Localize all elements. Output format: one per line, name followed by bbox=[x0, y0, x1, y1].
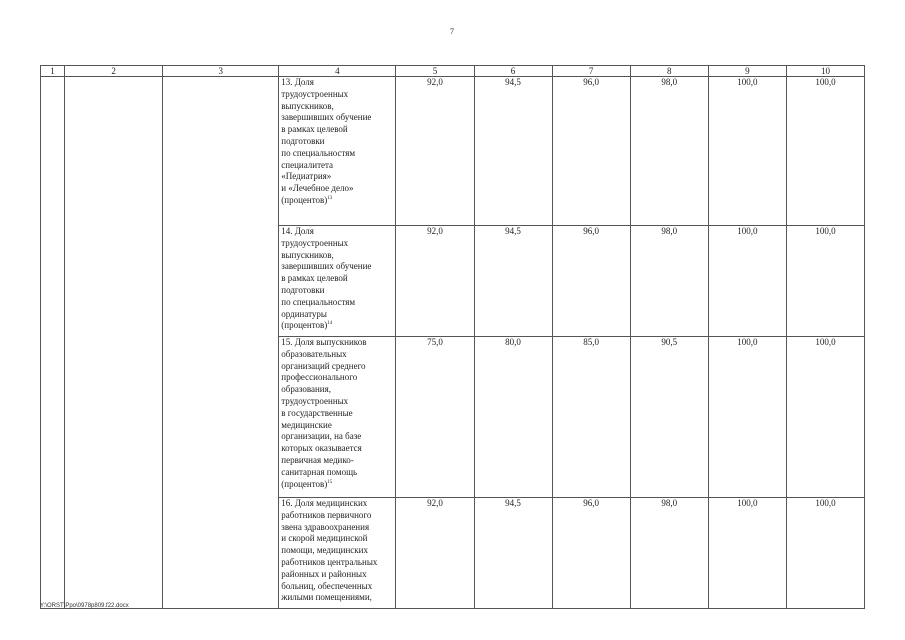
indicator-line: больниц, обеспеченных bbox=[281, 580, 373, 591]
indicator-line: образования, bbox=[281, 384, 331, 395]
indicator-line: организаций среднего bbox=[281, 360, 366, 371]
indicator-line: (процентов) bbox=[281, 320, 328, 331]
indicator-line: которых оказывается bbox=[281, 443, 362, 454]
column-header: 9 bbox=[708, 66, 786, 77]
value-cell: 100,0 bbox=[708, 498, 786, 609]
empty-merged-cell bbox=[163, 77, 279, 609]
indicator-line: и «Лечебное дело» bbox=[281, 183, 354, 194]
indicator-line: завершивших обучение bbox=[281, 112, 372, 123]
value-cell: 100,0 bbox=[786, 226, 864, 337]
column-header: 6 bbox=[474, 66, 552, 77]
indicator-line: подготовки bbox=[281, 284, 325, 295]
column-header: 7 bbox=[552, 66, 630, 77]
value-cell: 94,5 bbox=[474, 498, 552, 609]
indicator-line: районных и районных bbox=[281, 568, 367, 579]
column-header: 10 bbox=[786, 66, 864, 77]
indicator-line: звена здравоохранения bbox=[281, 521, 370, 532]
indicator-line: помощи, медицинских bbox=[281, 545, 368, 556]
column-header: 3 bbox=[163, 66, 279, 77]
footnote-marker: 13 bbox=[327, 195, 333, 201]
footnote-marker: 14 bbox=[327, 321, 333, 327]
value-cell: 98,0 bbox=[630, 77, 708, 226]
indicator-line: выпускников, bbox=[281, 249, 334, 260]
value-cell: 94,5 bbox=[474, 226, 552, 337]
value-cell: 75,0 bbox=[396, 337, 474, 498]
value-cell: 90,5 bbox=[630, 337, 708, 498]
indicator-line: завершивших обучение bbox=[281, 261, 372, 272]
page-number: 7 bbox=[450, 27, 454, 36]
indicator-line: профессионального bbox=[281, 372, 358, 383]
indicator-cell bbox=[279, 337, 396, 498]
value-cell: 100,0 bbox=[786, 77, 864, 226]
column-header: 5 bbox=[396, 66, 474, 77]
indicator-line: первичная медико- bbox=[281, 454, 354, 465]
indicator-line: трудоустроенных bbox=[281, 237, 349, 248]
indicator-line: работников первичного bbox=[281, 509, 372, 520]
value-cell: 92,0 bbox=[396, 498, 474, 609]
indicator-line: жилыми помещениями, bbox=[281, 592, 372, 603]
indicator-line: трудоустроенных bbox=[281, 395, 349, 406]
indicator-cell bbox=[279, 77, 396, 226]
value-cell: 100,0 bbox=[708, 337, 786, 498]
indicator-cell bbox=[279, 498, 396, 609]
indicator-line: образовательных bbox=[281, 348, 347, 359]
indicator-line: организации, на базе bbox=[281, 431, 362, 442]
value-cell: 85,0 bbox=[552, 337, 630, 498]
indicator-cell bbox=[279, 226, 396, 337]
value-cell: 100,0 bbox=[786, 498, 864, 609]
value-cell: 100,0 bbox=[708, 77, 786, 226]
header-row bbox=[41, 66, 865, 77]
empty-merged-cell bbox=[41, 77, 65, 609]
footnote-marker: 15 bbox=[327, 479, 333, 485]
indicator-table bbox=[40, 65, 865, 609]
indicator-line: трудоустроенных bbox=[281, 88, 349, 99]
indicator-line: по специальностям bbox=[281, 147, 356, 158]
column-header: 4 bbox=[279, 66, 396, 77]
indicator-line: в государственные bbox=[281, 407, 353, 418]
indicator-line: «Педиатрия» bbox=[281, 171, 332, 182]
indicator-line: ординатуры bbox=[281, 308, 327, 319]
value-cell: 92,0 bbox=[396, 77, 474, 226]
indicator-line: подготовки bbox=[281, 135, 325, 146]
indicator-line: в рамках целевой bbox=[281, 124, 348, 135]
table-row bbox=[41, 77, 865, 226]
value-cell: 96,0 bbox=[552, 77, 630, 226]
indicator-line: и скорой медицинской bbox=[281, 533, 368, 544]
indicator-line: (процентов) bbox=[281, 478, 328, 489]
value-cell: 80,0 bbox=[474, 337, 552, 498]
indicator-line: 15. Доля выпускников bbox=[281, 337, 367, 347]
indicator-line: по специальностям bbox=[281, 296, 356, 307]
indicator-line: специалитета bbox=[281, 159, 334, 170]
value-cell: 94,5 bbox=[474, 77, 552, 226]
file-path-footer: Y:\ORST\Ppo\0978p809.f22.docx bbox=[40, 603, 129, 609]
column-header: 1 bbox=[41, 66, 65, 77]
value-cell: 92,0 bbox=[396, 226, 474, 337]
indicator-line: выпускников, bbox=[281, 100, 334, 111]
value-cell: 98,0 bbox=[630, 226, 708, 337]
value-cell: 98,0 bbox=[630, 498, 708, 609]
indicator-line: медицинские bbox=[281, 419, 332, 430]
empty-merged-cell bbox=[65, 77, 163, 609]
indicator-line: (процентов) bbox=[281, 194, 328, 205]
indicator-line: работников центральных bbox=[281, 556, 378, 567]
value-cell: 100,0 bbox=[786, 337, 864, 498]
indicator-line: 13. Доля bbox=[281, 77, 314, 87]
column-header: 2 bbox=[65, 66, 163, 77]
indicator-line: 14. Доля bbox=[281, 226, 314, 236]
value-cell: 96,0 bbox=[552, 226, 630, 337]
column-header: 8 bbox=[630, 66, 708, 77]
indicator-line: в рамках целевой bbox=[281, 273, 348, 284]
indicator-line: 16. Доля медицинских bbox=[281, 498, 368, 508]
value-cell: 100,0 bbox=[708, 226, 786, 337]
value-cell: 96,0 bbox=[552, 498, 630, 609]
indicator-line: санитарная помощь bbox=[281, 466, 358, 477]
